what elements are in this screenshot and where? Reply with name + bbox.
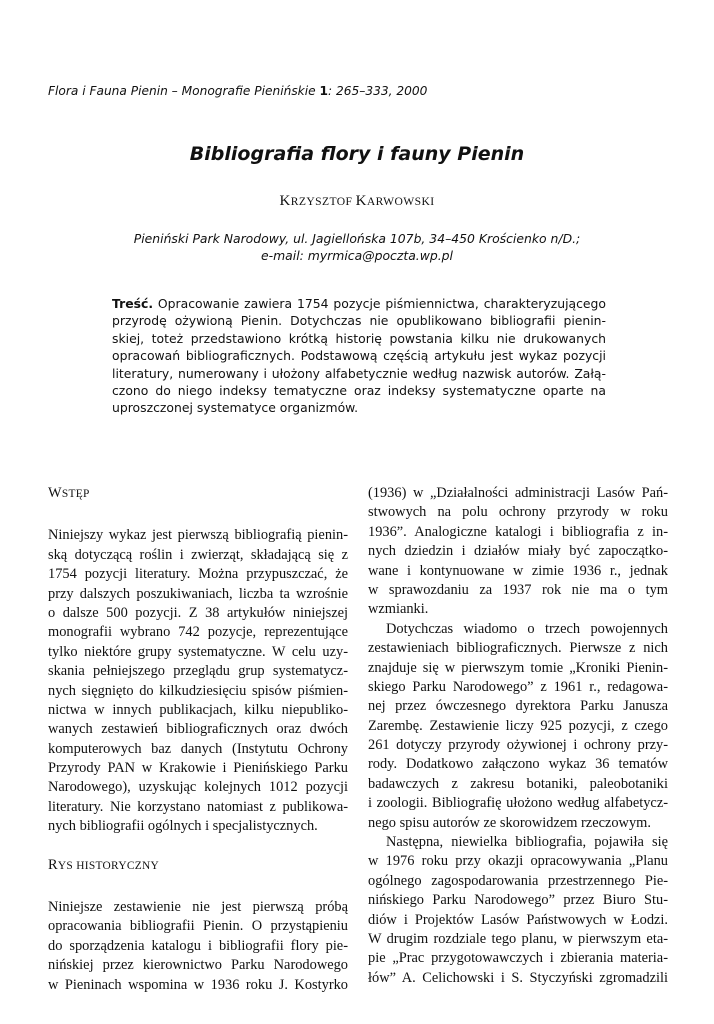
text-line: Przyrody PAN w Krakowie i Pienińskiego Parku xyxy=(48,760,348,777)
text-line: wanych zestawień bibliograficznych oraz dwóch xyxy=(48,721,348,738)
text-line: łów” A. Celichowski i S. Styczyński zgromadzili xyxy=(368,969,668,986)
journal-name: Flora i Fauna Pienin – Monografie Pienińskie xyxy=(48,84,320,98)
text-line: nińskiego Parku Narodowego” przez Biuro Stu- xyxy=(368,892,668,909)
abstract-line: literatury, numerowany i ułożony alfabetycznie według nazwisk autorów. Załą- xyxy=(112,365,606,381)
text-line: 1936”. Analogiczne katalogi i bibliografia z in- xyxy=(368,523,668,540)
text-line: Niniejsze zestawienie nie jest pierwszą próbą xyxy=(48,899,348,916)
text-line: monografii wybrano 742 pozycje, reprezentujące xyxy=(48,624,348,641)
intro-paragraph xyxy=(48,526,348,836)
author-last-rest: ARWOWSKI xyxy=(366,195,435,208)
text-line: znajduje się w pierwszym tomie „Kroniki Pienin- xyxy=(368,659,668,676)
right-column xyxy=(368,484,668,988)
affiliation xyxy=(80,230,634,264)
text-line: komputerowych baz danych (Instytutu Ochrony xyxy=(48,740,348,757)
abstract xyxy=(112,295,606,417)
text-line: nych sięgnięto do kilkudziesięciu spisów piśmien- xyxy=(48,682,348,699)
journal-citation xyxy=(48,84,668,98)
abstract-line: skiej, toteż przedstawiono krótką historię powstania kilku nie drukowanych xyxy=(112,330,606,346)
paragraph-1976 xyxy=(368,833,668,988)
abstract-label: Treść. xyxy=(112,296,154,311)
text-line: w Pieninach wspomina w 1936 roku J. Kostyrko xyxy=(48,976,348,993)
text-line: i zoologii. Bibliografię ułożono według alfabetycz- xyxy=(368,795,668,812)
author-first-initial: K xyxy=(279,193,291,209)
abstract-line: Treść. Opracowanie zawiera 1754 pozycje piśmiennictwa, charakteryzującego xyxy=(112,296,606,311)
text-line: skiego Parku Narodowego” z 1961 r., redagowa- xyxy=(368,678,668,695)
text-line: Niniejszy wykaz jest pierwszą bibliografią pienin- xyxy=(48,527,348,544)
text-line: wane i kontynuowane w zimie 1936 r., jednak xyxy=(368,562,668,579)
journal-volume: 1 xyxy=(319,84,328,98)
author-first-rest: RZYSZTOF xyxy=(290,195,356,208)
abstract-line: przyrodę ożywioną Pienin. Dotychczas nie opublikowano bibliografii pienin- xyxy=(112,313,606,329)
text-line: 1754 pozycji literatury. Można przypuszczać, że xyxy=(48,566,348,583)
text-line: diów i Projektów Lasów Państwowych w Łodzi. xyxy=(368,911,668,928)
affiliation-address: Pieniński Park Narodowy, ul. Jagiellońska 107b, 34–450 Krościenko n/D.; xyxy=(133,231,581,246)
text-line: w sprawozdaniu za 1937 rok nie ma o tym xyxy=(368,581,668,598)
text-line: ogólnego zagospodarowania przestrzennego Pie- xyxy=(368,872,668,889)
history-paragraph xyxy=(48,898,348,995)
text-line: wzmianki. xyxy=(368,601,429,618)
text-line: opracowania bibliografii Pienin. O przystąpieniu xyxy=(48,918,348,935)
text-line: nictwa w innych publikacjach, kilku niepubliko- xyxy=(48,701,348,718)
text-line: nińskiej przez kierownictwo Parku Narodowego xyxy=(48,957,348,974)
text-line: zestawieniach bibliograficznych. Pierwsze z nich xyxy=(368,640,668,657)
paragraph-kostyrko xyxy=(368,484,668,620)
journal-pages: : 265–333, 2000 xyxy=(327,84,428,98)
text-line: badawczych z zakresu botaniki, paleobotaniki xyxy=(368,775,668,792)
text-line: przy dalszych poszukiwaniach, liczba ta wzrośnie xyxy=(48,585,348,602)
text-line: tylko niektóre grupy systematyczne. W celu uzy- xyxy=(48,643,348,660)
text-line: Dotychczas wiadomo o trzech powojennych xyxy=(386,620,668,637)
text-line: 261 dotyczy przyrody ożywionej i ochrony przy- xyxy=(368,737,668,754)
author-last-initial: K xyxy=(355,193,367,209)
text-line: nych bibliografii ogólnych i specjalistycznych. xyxy=(48,818,318,835)
text-line: nego spisu autorów ze skorowidzem rzeczowym. xyxy=(368,814,651,831)
text-line: nych dziedzin i działów miały być zapoczątko- xyxy=(368,543,668,560)
text-line: nej przez ówczesnego dyrektora Parku Janusza xyxy=(368,698,668,715)
text-line: rody. Dodatkowo załączono wykaz 36 tematów xyxy=(368,756,668,773)
text-line: do sporządzenia katalogu i bibliografii flory pie- xyxy=(48,937,348,954)
text-line: ską dotyczącą roślin i zwierząt, składającą się z xyxy=(48,546,348,563)
abstract-line: opracowań bibliograficznych. Podstawową częścią artykułu jest wykaz pozycji xyxy=(112,348,606,364)
text-line: w 1976 roku przy okazji opracowywania „Planu xyxy=(368,853,668,870)
text-line: W drugim rozdziale tego planu, w pierwszym eta- xyxy=(368,931,668,948)
article-title: Bibliografia flory i fauny Pienin xyxy=(189,143,525,165)
text-line: Następna, niewielka bibliografia, pojawiła się xyxy=(386,834,668,851)
text-line: literatury. Nie korzystano natomiast z publikowa- xyxy=(48,798,348,815)
text-line: pie „Prac przygotowawczych i zbierania materia- xyxy=(368,950,668,967)
abstract-line: uproszczonej systematyce organizmów. xyxy=(112,400,359,416)
author-name xyxy=(0,193,714,210)
abstract-line: czono do niego indeksy tematyczne oraz indeksy systematyczne oparte na xyxy=(112,382,606,398)
text-line: o dalsze 500 pozycji. Z 38 artykułów niniejszej xyxy=(48,604,348,621)
text-line: Zarembę. Zestawienie liczy 925 pozycji, z czego xyxy=(368,717,668,734)
text-line: (1936) w „Działalności administracji Lasów Pań- xyxy=(368,485,668,501)
paragraph-postwar xyxy=(368,620,668,833)
text-line: stwowych na polu ochrony przyrody w roku xyxy=(368,504,668,521)
affiliation-email: e-mail: myrmica@poczta.wp.pl xyxy=(261,248,453,263)
section-heading-history: RYS HISTORYCZNY xyxy=(48,856,160,873)
left-column xyxy=(48,484,348,995)
text-line: Narodowego), uzyskując kolejnych 1012 pozycji xyxy=(48,779,348,796)
text-line: skania pełniejszego przeglądu grup systematycz- xyxy=(48,663,348,680)
section-heading-intro: WSTĘP xyxy=(48,485,90,501)
